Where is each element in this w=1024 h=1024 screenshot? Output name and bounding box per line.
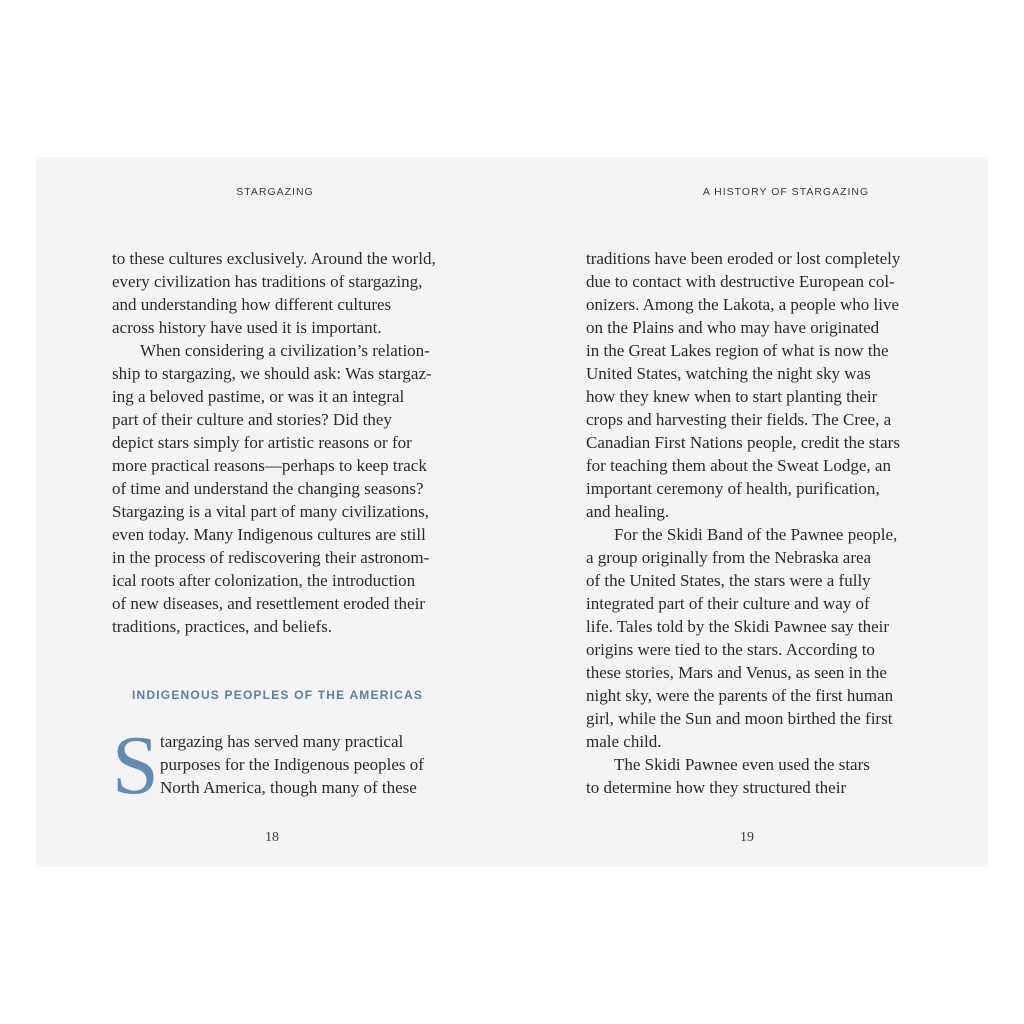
text-line: United States, watching the night sky was: [586, 364, 871, 383]
text-line: night sky, were the parents of the first human: [586, 686, 894, 705]
running-head-left: STARGAZING: [236, 186, 314, 198]
text-line: traditions, practices, and beliefs.: [112, 617, 332, 636]
paragraph: [586, 753, 931, 799]
text-line: of the United States, the stars were a fully: [586, 571, 871, 590]
text-line: integrated part of their culture and way of: [586, 594, 870, 613]
page-number-left: 18: [265, 830, 279, 845]
text-line: crops and harvesting their fields. The Cree, a: [586, 410, 892, 429]
text-line: male child.: [586, 732, 662, 751]
dropcap-letter: S: [112, 719, 159, 812]
text-line: these stories, Mars and Venus, as seen in the: [586, 663, 887, 682]
text-line: important ceremony of health, purification,: [586, 479, 880, 498]
text-line: The Skidi Pawnee even used the stars: [614, 755, 870, 774]
paragraph: [586, 247, 931, 523]
dropcap-paragraph: [112, 719, 452, 812]
text-line: origins were tied to the stars. According to: [586, 640, 875, 659]
text-line: Stargazing is a vital part of many civilizations,: [112, 502, 429, 521]
text-line: every civilization has traditions of stargazing,: [112, 272, 423, 291]
text-line: to these cultures exclusively. Around the world,: [112, 249, 436, 268]
text-line: part of their culture and stories? Did they: [112, 410, 392, 429]
text-line: North America, though many of these: [160, 778, 417, 797]
text-line: due to contact with destructive European col-: [586, 272, 895, 291]
text-line: more practical reasons—perhaps to keep track: [112, 456, 427, 475]
book-spread: [36, 157, 988, 867]
text-line: of time and understand the changing seasons?: [112, 479, 424, 498]
text-line: for teaching them about the Sweat Lodge, an: [586, 456, 891, 475]
text-line: onizers. Among the Lakota, a people who live: [586, 295, 899, 314]
text-line: traditions have been eroded or lost completely: [586, 249, 901, 268]
text-line: life. Tales told by the Skidi Pawnee say their: [586, 617, 890, 636]
text-line: how they knew when to start planting their: [586, 387, 878, 406]
text-line: girl, while the Sun and moon birthed the first: [586, 709, 893, 728]
text-line: purposes for the Indigenous peoples of: [160, 755, 424, 774]
text-line: depict stars simply for artistic reasons or for: [112, 433, 412, 452]
text-line: a group originally from the Nebraska area: [586, 548, 872, 567]
paragraph: [112, 339, 452, 638]
paragraph: [586, 523, 931, 753]
text-line: on the Plains and who may have originated: [586, 318, 880, 337]
text-line: even today. Many Indigenous cultures are still: [112, 525, 426, 544]
text-line: across history have used it is important.: [112, 318, 382, 337]
text-line: targazing has served many practical: [160, 732, 404, 751]
text-line: ing a beloved pastime, or was it an integral: [112, 387, 405, 406]
text-line: in the Great Lakes region of what is now the: [586, 341, 889, 360]
right-page: [512, 157, 988, 867]
text-line: and healing.: [586, 502, 670, 521]
text-line: to determine how they structured their: [586, 778, 847, 797]
text-line: ship to stargazing, we should ask: Was stargaz-: [112, 364, 432, 383]
running-head-right: A HISTORY OF STARGAZING: [702, 186, 870, 198]
text-line: Canadian First Nations people, credit the stars: [586, 433, 900, 452]
left-page: [36, 157, 512, 867]
left-body-text: [112, 247, 452, 638]
text-line: and understanding how different cultures: [112, 295, 392, 314]
text-line: For the Skidi Band of the Pawnee people,: [614, 525, 898, 544]
page-number-right: 19: [740, 830, 754, 845]
text-line: When considering a civilization’s relation-: [140, 341, 430, 360]
text-line: in the process of rediscovering their astronom-: [112, 548, 430, 567]
text-line: ical roots after colonization, the introduction: [112, 571, 416, 590]
text-line: of new diseases, and resettlement eroded their: [112, 594, 425, 613]
section-heading: INDIGENOUS PEOPLES OF THE AMERICAS: [132, 688, 424, 702]
right-body-text: [586, 247, 931, 799]
paragraph: [112, 247, 452, 339]
